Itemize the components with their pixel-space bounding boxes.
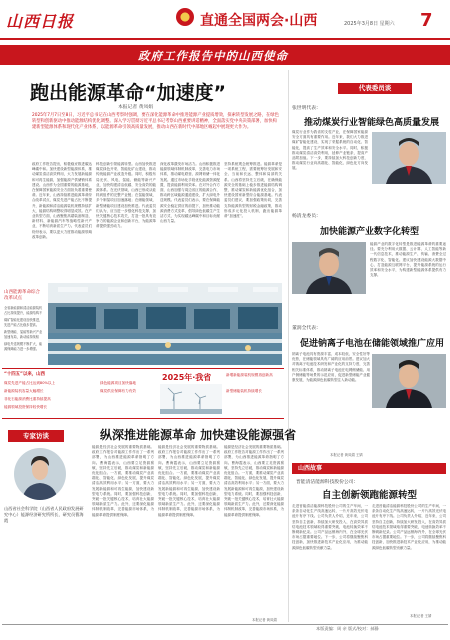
banner-title: 政府工作报告中的山西使命 (138, 49, 288, 63)
sidebar-item: 全省新能源和清洁能源装机占比持续提升，能源结构不 (4, 306, 43, 315)
expert-caption: 山西省社会科学院（山西省人民政府发展研究中心）能源经济研究所所长、研究员曹海霞 (4, 506, 84, 523)
stat-item: 绿色能源项目加快落地 (100, 381, 136, 385)
wind-turbine-graphic (160, 384, 222, 414)
stat-item: 新型储能装机持续增长 (226, 389, 262, 393)
story-ribbon: 山西故事 (292, 463, 446, 474)
main-headline: 跑出能源革命“加速度” (30, 82, 226, 104)
stat-item: 新增新能源装机规模再创新高 (226, 373, 273, 377)
stat-item: 非化石能源消费比重持续提高 (4, 397, 51, 401)
main-column-3: 深化改革激发市场活力。山西积极推进能源领域体制机制改革，完善电力市场体系，推动煤电联营、源网荷储一体化发展。通过市场化手段优化能源资源配置，提高能源利用效率。在对外合作方面，山西加强与周边省区的能源合作，推动跨区域能源通道建设，扩大绿电外送规模。代表委员们表示，要在保障能源安全稳定供应的前提下，加快推动能源消费方式变革，倡导绿色低碳生产生活方式，为实现碳达峰碳中和目标贡献山西力量。 (160, 162, 220, 224)
main-column-2: 科技创新引领能源转型。山西加快推进煤炭绿色开采、智能化矿山建设，推动传统能源产业改造升级。同时，积极布局光伏、风电、氢能、储能等新兴产业，加快构建清洁低碳、安全高效的能源体系。在光伏领域，山西已形成从硅料到组件的完整产业链；在氢能领域，多个制氢项目加速落地；在储能领域，新型储能项目建设加快推进。代表委员们认为，应当进一步强化科技支撑，加快关键核心技术攻关，打造一批具有竞争力的能源企业和创新平台，为能源革命提供强劲动力。 (96, 162, 156, 229)
stat-item: 煤炭先进产能占比达到80%以上 (4, 381, 56, 385)
story-text-col-2: 走进晋能清洁能源科技股份公司的生产车间，一条条自动化生产线高速运转，一片片高效光伏电池片有序下线。公司负责人介绍，近年来，公司坚持自主创新，持续加大研发投入，在高效异质结电池技术领域取得重要突破，电池转换效率不断刷新纪录。公司产品远销海内外，在全球光伏市场占据重要地位。下一步，公司将继续聚焦科技创新，加快推进新技术产业化应用，为推动能源绿色低碳转型贡献力量。 (372, 504, 446, 550)
column-title: 直通全国两会·山西 (200, 13, 318, 29)
stats-header: “十四五”以来，山西 (4, 372, 45, 377)
main-byline: 本报记者 黄凤娟 (118, 105, 154, 110)
sidebar-item: 煤矿智能化建设加快推进，先进产能占比稳步提高。 (4, 318, 43, 327)
story-kicker: 晋能清洁能源科技股份公司： (296, 480, 359, 485)
rep2-text: 能源产业的数字化转型是推进能源革命的重要途径。要充分利用大数据、云计算、人工智能等新一代信息技术，推动能源生产、传输、消费全过程数字化、智能化。建议加快建设能源大数据中心，打造能源互联网平台，提升能源系统的运行效率和安全水平，为构建新型能源体系提供有力支撑。 (370, 242, 446, 278)
sidebar-title: 山西能源革命综合改革试点 (4, 290, 40, 301)
column-divider (288, 462, 289, 622)
masthead: 山西日报 (6, 12, 75, 31)
rep3-title: 促进钠离子电池在储能领域推广应用 (300, 339, 445, 349)
rep3-text: 钠离子电池具有资源丰富、成本较低、安全性好等优势，在储能领域具有广阔的应用前景。建议加大对钠离子电池技术研发和产业化的支持力度，完善相关标准体系，推动钠离子电池在电网侧储能、用户侧储能等场景的示范应用，促进新型储能产业健康发展，为能源绿色低碳转型注入新动能。 (292, 352, 370, 383)
main-column-4: 坚持系统观念统筹推进。能源革命是一项系统工程，需要统筹好发展和安全、当前和长远、整体和局部的关系。山西将坚持先立后破，在确保能源安全的基础上稳步推进能源结构调整，推动煤炭和新能源优化组合，加快建设国家新型综合能源基地。代表委员们建议，要加强政策协同，完善支持能源转型的财税金融政策，推动形成多元化投入机制，跑出能源革命“加速度”。 (224, 162, 282, 219)
national-emblem-icon (176, 8, 194, 26)
rep3-text-continued (372, 410, 446, 450)
rep2-name: 杨清龙委员： (292, 214, 321, 219)
story-text-col-1: 走进晋能清洁能源科技股份公司的生产车间，一条条自动化生产线高速运转，一片片高效光伏电池片有序下线。公司负责人介绍，近年来，公司坚持自主创新，持续加大研发投入，在高效异质结电池技术领域取得重要突破，电池转换效率不断刷新纪录。公司产品远销海内外，在全球光伏市场占据重要地位。下一步，公司将继续聚焦科技创新，加快推进新技术产业化应用，为推动能源绿色低碳转型贡献力量。 (292, 504, 368, 550)
sidebar-item: 绿电外送规模不断扩大，能源保障能力进一步增强。 (4, 342, 43, 351)
story-byline: 本报记者 王婧 (410, 614, 432, 618)
stat-item: 新能源装机容量大幅增长 (4, 389, 44, 393)
story-headline: 自主创新领跑能源转型 (322, 490, 418, 501)
expert-portrait (14, 448, 66, 500)
expert-text-col-2: 能源是经济社会发展的重要物质基础。政府工作报告对能源工作作出了一系列部署，为山西推进能源革命指明了方向。曹海霞表示，山西要立足资源禀赋，坚持先立后破，推动煤炭和新能源优化组合。一方面，要推动煤炭产业高端化、智能化、绿色化发展，提升煤炭清洁高效利用水平；另一方面，要大力发展新能源和可再生能源，加快建设新型电力系统。同时，要加强科技创新，突破一批关键核心技术，培育壮大能源领域新质生产力。此外，还要深化能源体制机制改革，完善能源市场体系，为能源革命提供制度保障。 (158, 445, 220, 517)
page-header (0, 0, 450, 40)
rep2-title: 加快能源产业数字化转型 (320, 227, 420, 237)
rep1-text: 煤炭行业作为我省的支柱产业，在保障国家能源安全方面具有重要作用。近年来，我们大力推进煤矿智能化建设，实现了采掘系统的自动化、智能化，提高了生产效率和安全水平。同时，积极推动煤炭清洁高效利用，延伸产业链条，提高产品附加值。下一步，要持续加大科技创新力度，推动煤炭行业向高端化、智能化、绿色化方向发展。 (292, 130, 368, 171)
year-tag: 2025年·我省 (162, 373, 212, 382)
stat-item: 煤炭供应保障有力有效 (100, 389, 136, 393)
divider (2, 368, 284, 369)
sidebar-item: 新型储能、氢能等新兴产业加速布局，新动能持续积 (4, 330, 43, 339)
column-divider (288, 70, 289, 480)
rep3-name: 董润全代表： (292, 326, 321, 331)
main-lead: 2025年7月7日至8日，习近平总书记在山西考察时强调，要在深化能源革命中推进能源产业提质增效，探索转型发展之路，在绿色转型和创新驱动中推动能源结构优化调整。深入学习贯彻习近平总书记考察山西重要讲话精神，全面落实党中央决策部署，加快构建新型能源体系和现代化产业体系，以能源革命引领高质量发展，推动山西在新时代中部地区崛起中展现更大作为。 (32, 113, 279, 131)
section-banner (0, 45, 450, 65)
page-number: 7 (420, 10, 433, 31)
footer-rule (2, 624, 448, 625)
rep2-portrait (292, 242, 366, 294)
factory-photo (48, 283, 282, 365)
reps-ribbon: 代表委员谈 (338, 83, 412, 94)
stat-item: 能源领域投资保持较快增长 (4, 405, 48, 409)
expert-headline: 纵深推进能源革命 加快建设能源强省 (100, 428, 297, 442)
page-footer: 本版责编：周 亲 版式/校对：郝静 (316, 626, 379, 631)
rep1-title: 推动煤炭行业智能绿色高质量发展 (304, 118, 440, 128)
reps-byline: 本报记者 黄凤娟 王婧 (330, 453, 363, 457)
rep1-name: 张世明代表： (292, 106, 321, 111)
expert-text-col-3: 能源是经济社会发展的重要物质基础。政府工作报告对能源工作作出了一系列部署，为山西推进能源革命指明了方向。曹海霞表示，山西要立足资源禀赋，坚持先立后破，推动煤炭和新能源优化组合。一方面，要推动煤炭产业高端化、智能化、绿色化发展，提升煤炭清洁高效利用水平；另一方面，要大力发展新能源和可再生能源，加快建设新型电力系统。同时，要加强科技创新，突破一批关键核心技术，培育壮大能源领域新质生产力。此外，还要深化能源体制机制改革，完善能源市场体系，为能源革命提供制度保障。 (224, 445, 284, 517)
date-line: 2025年3月8日 星期六 (344, 21, 395, 27)
rep1-portrait (372, 132, 446, 184)
expert-ribbon: 专家访谈 (8, 430, 64, 442)
main-column-1: 政府工作报告提出，积极稳妥推进碳达峰碳中和。加快建设新型能源体系，推动煤炭清洁高效利用，大力发展新能源和可再生能源，加强能源产供储销体系建设。山西作为全国重要的能源基地，在保障国家能源安全方面担负着重要使命。近年来，山西持续推进能源革命综合改革试点，煤炭先进产能占比不断提升，新能源和清洁能源装机规模持续扩大，能源结构调整取得明显成效。在产业转型方面，山西聚焦高端装备制造、新材料、新能源汽车等战略性新兴产业，不断培育新质生产力。代表委员们纷纷表示，要以更大力度推动能源领域改革创新。 (32, 162, 92, 239)
expert-text-col-1: 能源是经济社会发展的重要物质基础。政府工作报告对能源工作作出了一系列部署，为山西推进能源革命指明了方向。曹海霞表示，山西要立足资源禀赋，坚持先立后破，推动煤炭和新能源优化组合。一方面，要推动煤炭产业高端化、智能化、绿色化发展，提升煤炭清洁高效利用水平；另一方面，要大力发展新能源和可再生能源，加快建设新型电力系统。同时，要加强科技创新，突破一批关键核心技术，培育壮大能源领域新质生产力。此外，还要深化能源体制机制改革，完善能源市场体系，为能源革命提供制度保障。 (92, 445, 154, 517)
expert-byline: 本报记者 黄凤娟 (252, 618, 277, 622)
rep3-portrait (372, 354, 446, 408)
divider (2, 418, 284, 419)
